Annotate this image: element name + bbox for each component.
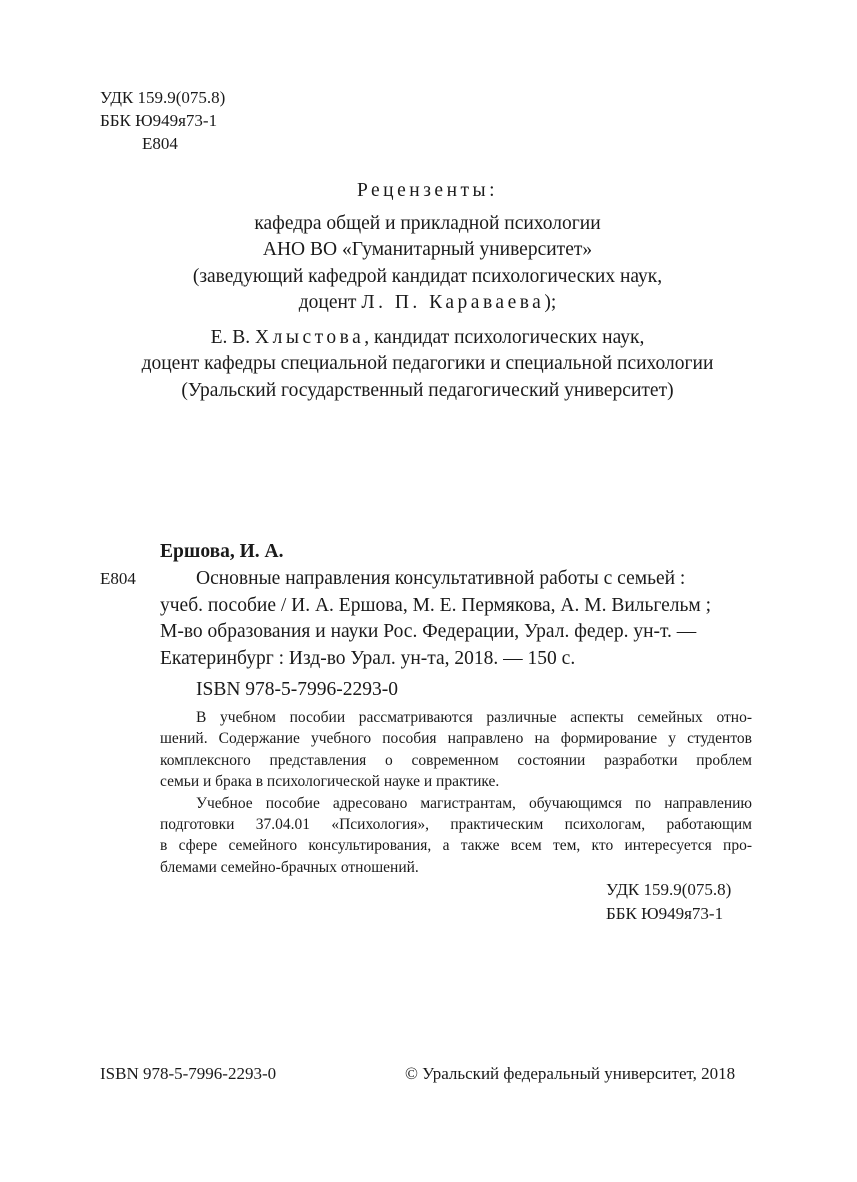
author-mark-side: Е804 bbox=[100, 569, 136, 588]
reviewer-name: Л. П. Караваева bbox=[361, 292, 545, 313]
footer-isbn: ISBN 978-5-7996-2293-0 bbox=[100, 1064, 277, 1083]
bbk-code: ББК Ю949я73-1 bbox=[606, 903, 724, 923]
annotation bbox=[160, 707, 752, 878]
book-author: Ершова, И. А. bbox=[160, 541, 284, 562]
reviewers-block bbox=[95, 178, 760, 404]
reviewers-label: Рецензенты: bbox=[356, 180, 499, 201]
reviewer-line: доцент кафедры специальной педагогики и специальной психологии bbox=[141, 353, 714, 374]
reviewer-line bbox=[95, 290, 760, 317]
udk-code: УДК 159.9(075.8) bbox=[100, 88, 226, 107]
annotation-line: комплексного представления о современном состоянии разработки проблем bbox=[160, 751, 752, 769]
reviewer-suffix: ); bbox=[544, 292, 557, 313]
annotation-line: блемами семейно-брачных отношений. bbox=[160, 858, 419, 876]
annotation-line: шений. Содержание учебного пособия направлено на формирование у студентов bbox=[160, 730, 752, 748]
reviewer-line: (заведующий кафедрой кандидат психологических наук, bbox=[192, 265, 663, 287]
classification-codes-top bbox=[100, 86, 225, 155]
bbk-code: ББК Ю949я73-1 bbox=[100, 111, 218, 130]
author-mark: Е804 bbox=[142, 134, 178, 153]
udk-code: УДК 159.9(075.8) bbox=[606, 880, 732, 899]
isbn: ISBN 978-5-7996-2293-0 bbox=[196, 679, 399, 700]
reviewer-title: доцент bbox=[298, 292, 362, 313]
annotation-line: в сфере семейного консультирования, а также всем тем, кто интересуется про- bbox=[160, 837, 752, 855]
reviewer-line: кафедра общей и прикладной психологии bbox=[254, 212, 601, 234]
bib-line: Основные направления консультативной работы с семьей : bbox=[196, 568, 686, 589]
bib-line: учеб. пособие / И. А. Ершова, М. Е. Пермякова, А. М. Вильгельм ; bbox=[160, 594, 712, 616]
classification-codes-bottom bbox=[606, 878, 731, 925]
copyright: © Уральский федеральный университет, 2018 bbox=[405, 1064, 736, 1083]
annotation-line: подготовки 37.04.01 «Психология», практическим психологам, работающим bbox=[160, 816, 752, 834]
reviewer-suffix: , кандидат психологических наук, bbox=[364, 326, 645, 348]
bib-line: М-во образования и науки Рос. Федерации, Урал. федер. ун-т. — bbox=[160, 621, 697, 642]
reviewer-initials: Е. В. bbox=[210, 326, 256, 348]
annotation-line: Учебное пособие адресовано магистрантам, обучающимся по направлению bbox=[196, 794, 752, 812]
annotation-line: В учебном пособии рассматриваются различные аспекты семейных отно- bbox=[196, 709, 752, 726]
bib-line: Екатеринбург : Изд-во Урал. ун-та, 2018. — 150 с. bbox=[160, 647, 576, 669]
reviewer-line: (Уральский государственный педагогический университет) bbox=[181, 379, 674, 401]
annotation-line: семьи и брака в психологической науке и практике. bbox=[160, 773, 500, 791]
bibliographic-description bbox=[160, 566, 760, 672]
reviewer-line bbox=[95, 325, 760, 352]
reviewer-line: АНО ВО «Гуманитарный университет» bbox=[262, 239, 593, 260]
reviewer-name: Хлыстова bbox=[255, 326, 365, 348]
